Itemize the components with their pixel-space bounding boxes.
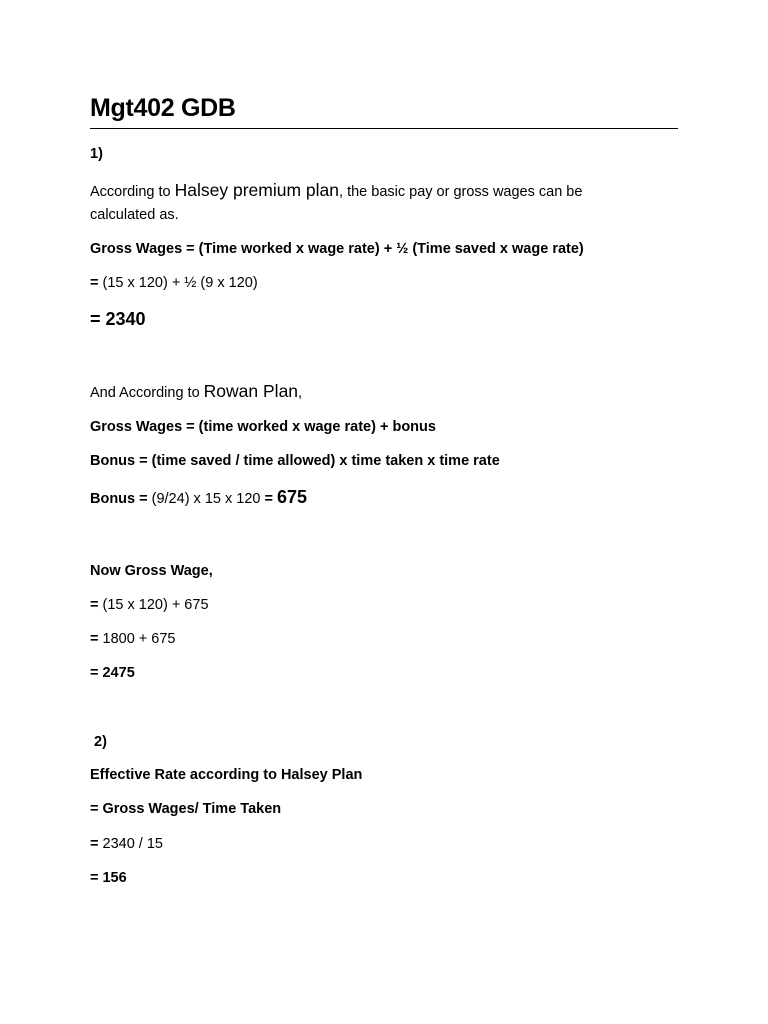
now-calc-expression-2: 1800 + 675 [102,631,176,647]
q1-intro-line-1 [90,180,582,201]
title-underline [90,128,678,129]
now-calc-expression-1: (15 x 120) + 675 [102,597,209,613]
intro-plan-name: Halsey premium plan [174,180,340,200]
equals-sign: = [90,631,103,647]
equals-sign: = [90,597,103,613]
bonus-calculation [90,487,307,509]
now-calc-line-1 [90,597,209,614]
effective-rate-calculation [90,836,163,853]
rowan-prefix: And According to [90,385,204,401]
halsey-calc-expression: (15 x 120) + ½ (9 x 120) [102,275,258,291]
halsey-calculation [90,275,258,292]
bonus-calc-equals: = [260,491,277,507]
intro-suffix: , the basic pay or gross wages can be [339,184,583,200]
bonus-calc-prefix: Bonus = [90,491,152,507]
question-2-label: 2) [94,734,107,750]
question-1-label: 1) [90,146,103,162]
bonus-calc-expression: (9/24) x 15 x 120 [151,491,261,507]
intro-prefix: According to [90,184,175,200]
rowan-intro [90,381,302,402]
rowan-gross-wage-result: = 2475 [90,665,135,681]
now-calc-line-2 [90,631,175,648]
effective-rate-expression: 2340 / 15 [102,836,163,852]
effective-rate-heading: Effective Rate according to Halsey Plan [90,767,363,783]
now-gross-wage-label: Now Gross Wage, [90,563,213,579]
halsey-formula: Gross Wages = (Time worked x wage rate) + ½ (Time saved x wage rate) [90,241,584,257]
rowan-suffix: , [298,385,303,401]
rowan-plan-name: Rowan Plan [203,381,299,401]
rowan-formula: Gross Wages = (time worked x wage rate) + bonus [90,419,436,435]
equals-sign: = [90,275,103,291]
effective-rate-result: = 156 [90,870,127,886]
document-title: Mgt402 GDB [90,94,236,122]
bonus-formula: Bonus = (time saved / time allowed) x time taken x time rate [90,453,500,469]
q1-intro-line-2: calculated as. [90,207,179,223]
equals-sign: = [90,836,103,852]
effective-rate-formula: = Gross Wages/ Time Taken [90,801,282,817]
bonus-result: 675 [277,487,308,507]
halsey-result: = 2340 [90,309,146,329]
